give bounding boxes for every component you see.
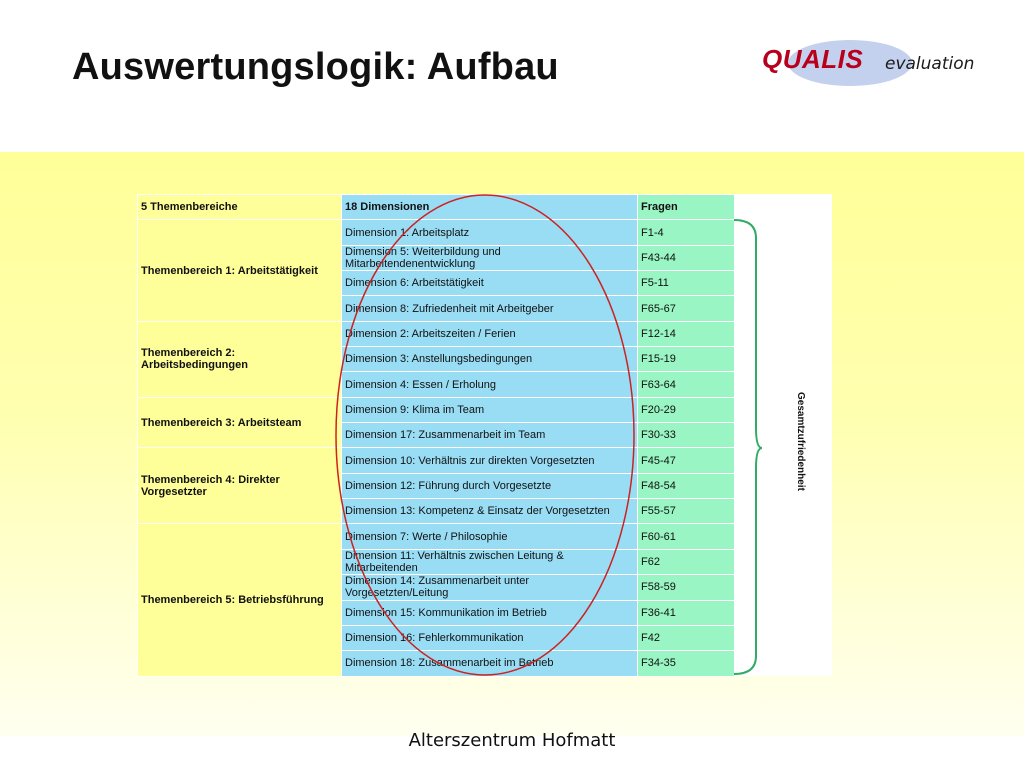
table-row [138,220,735,245]
header-dimensions: 18 Dimensionen [342,195,638,220]
questions-cell: F65-67 [638,296,735,321]
dimension-cell: Dimension 14: Zusammenarbeit unter Vorgesetzten/Leitung [342,575,638,600]
questions-cell: F60-61 [638,524,735,549]
slide-title: Auswertungslogik: Aufbau [72,46,559,88]
logo-wordmark: QUALIS [762,44,864,74]
theme-cell: Themenbereich 1: Arbeitstätigkeit [138,220,342,321]
dimension-cell: Dimension 15: Kommunikation im Betrieb [342,600,638,625]
structure-matrix [137,194,735,677]
table-header-row [138,195,735,220]
brace-path [734,220,762,674]
questions-cell: F12-14 [638,321,735,346]
logo-subtitle: evaluation [885,54,975,74]
dimension-cell: Dimension 16: Fehlerkommunikation [342,625,638,650]
questions-cell: F55-57 [638,499,735,524]
dimension-cell: Dimension 1: Arbeitsplatz [342,220,638,245]
questions-cell: F58-59 [638,575,735,600]
questions-cell: F1-4 [638,220,735,245]
overall-satisfaction-label: Gesamtzufriedenheit [795,392,806,491]
dimension-cell: Dimension 11: Verhältnis zwischen Leitung & Mitarbeitenden [342,549,638,574]
dimension-cell: Dimension 4: Essen / Erholung [342,372,638,397]
questions-cell: F5-11 [638,271,735,296]
theme-cell: Themenbereich 4: Direkter Vorgesetzter [138,448,342,524]
questions-cell: F34-35 [638,651,735,676]
header-questions: Fragen [638,195,735,220]
theme-cell: Themenbereich 2: Arbeitsbedingungen [138,321,342,397]
dimension-cell: Dimension 8: Zufriedenheit mit Arbeitgeber [342,296,638,321]
questions-cell: F48-54 [638,473,735,498]
dimension-cell: Dimension 12: Führung durch Vorgesetzte [342,473,638,498]
questions-cell: F20-29 [638,397,735,422]
grouping-brace [732,218,762,678]
dimension-cell: Dimension 5: Weiterbildung und Mitarbeitendenentwicklung [342,245,638,270]
qualis-logo [752,38,992,88]
theme-cell: Themenbereich 3: Arbeitsteam [138,397,342,448]
table-row [138,524,735,549]
questions-cell: F36-41 [638,600,735,625]
dimension-cell: Dimension 18: Zusammenarbeit im Betrieb [342,651,638,676]
dimension-cell: Dimension 2: Arbeitszeiten / Ferien [342,321,638,346]
dimension-cell: Dimension 9: Klima im Team [342,397,638,422]
theme-cell: Themenbereich 5: Betriebsführung [138,524,342,676]
questions-cell: F62 [638,549,735,574]
dimension-cell: Dimension 17: Zusammenarbeit im Team [342,423,638,448]
header-themes: 5 Themenbereiche [138,195,342,220]
dimension-cell: Dimension 7: Werte / Philosophie [342,524,638,549]
table-row [138,448,735,473]
dimension-cell: Dimension 6: Arbeitstätigkeit [342,271,638,296]
dimension-cell: Dimension 10: Verhältnis zur direkten Vorgesetzten [342,448,638,473]
questions-cell: F15-19 [638,347,735,372]
questions-cell: F30-33 [638,423,735,448]
questions-cell: F43-44 [638,245,735,270]
questions-cell: F42 [638,625,735,650]
questions-cell: F45-47 [638,448,735,473]
footer-text: Alterszentrum Hofmatt [408,730,616,751]
evaluation-structure-table [137,194,832,676]
table-row [138,321,735,346]
table-row [138,397,735,422]
dimension-cell: Dimension 3: Anstellungsbedingungen [342,347,638,372]
dimension-cell: Dimension 13: Kompetenz & Einsatz der Vorgesetzten [342,499,638,524]
questions-cell: F63-64 [638,372,735,397]
